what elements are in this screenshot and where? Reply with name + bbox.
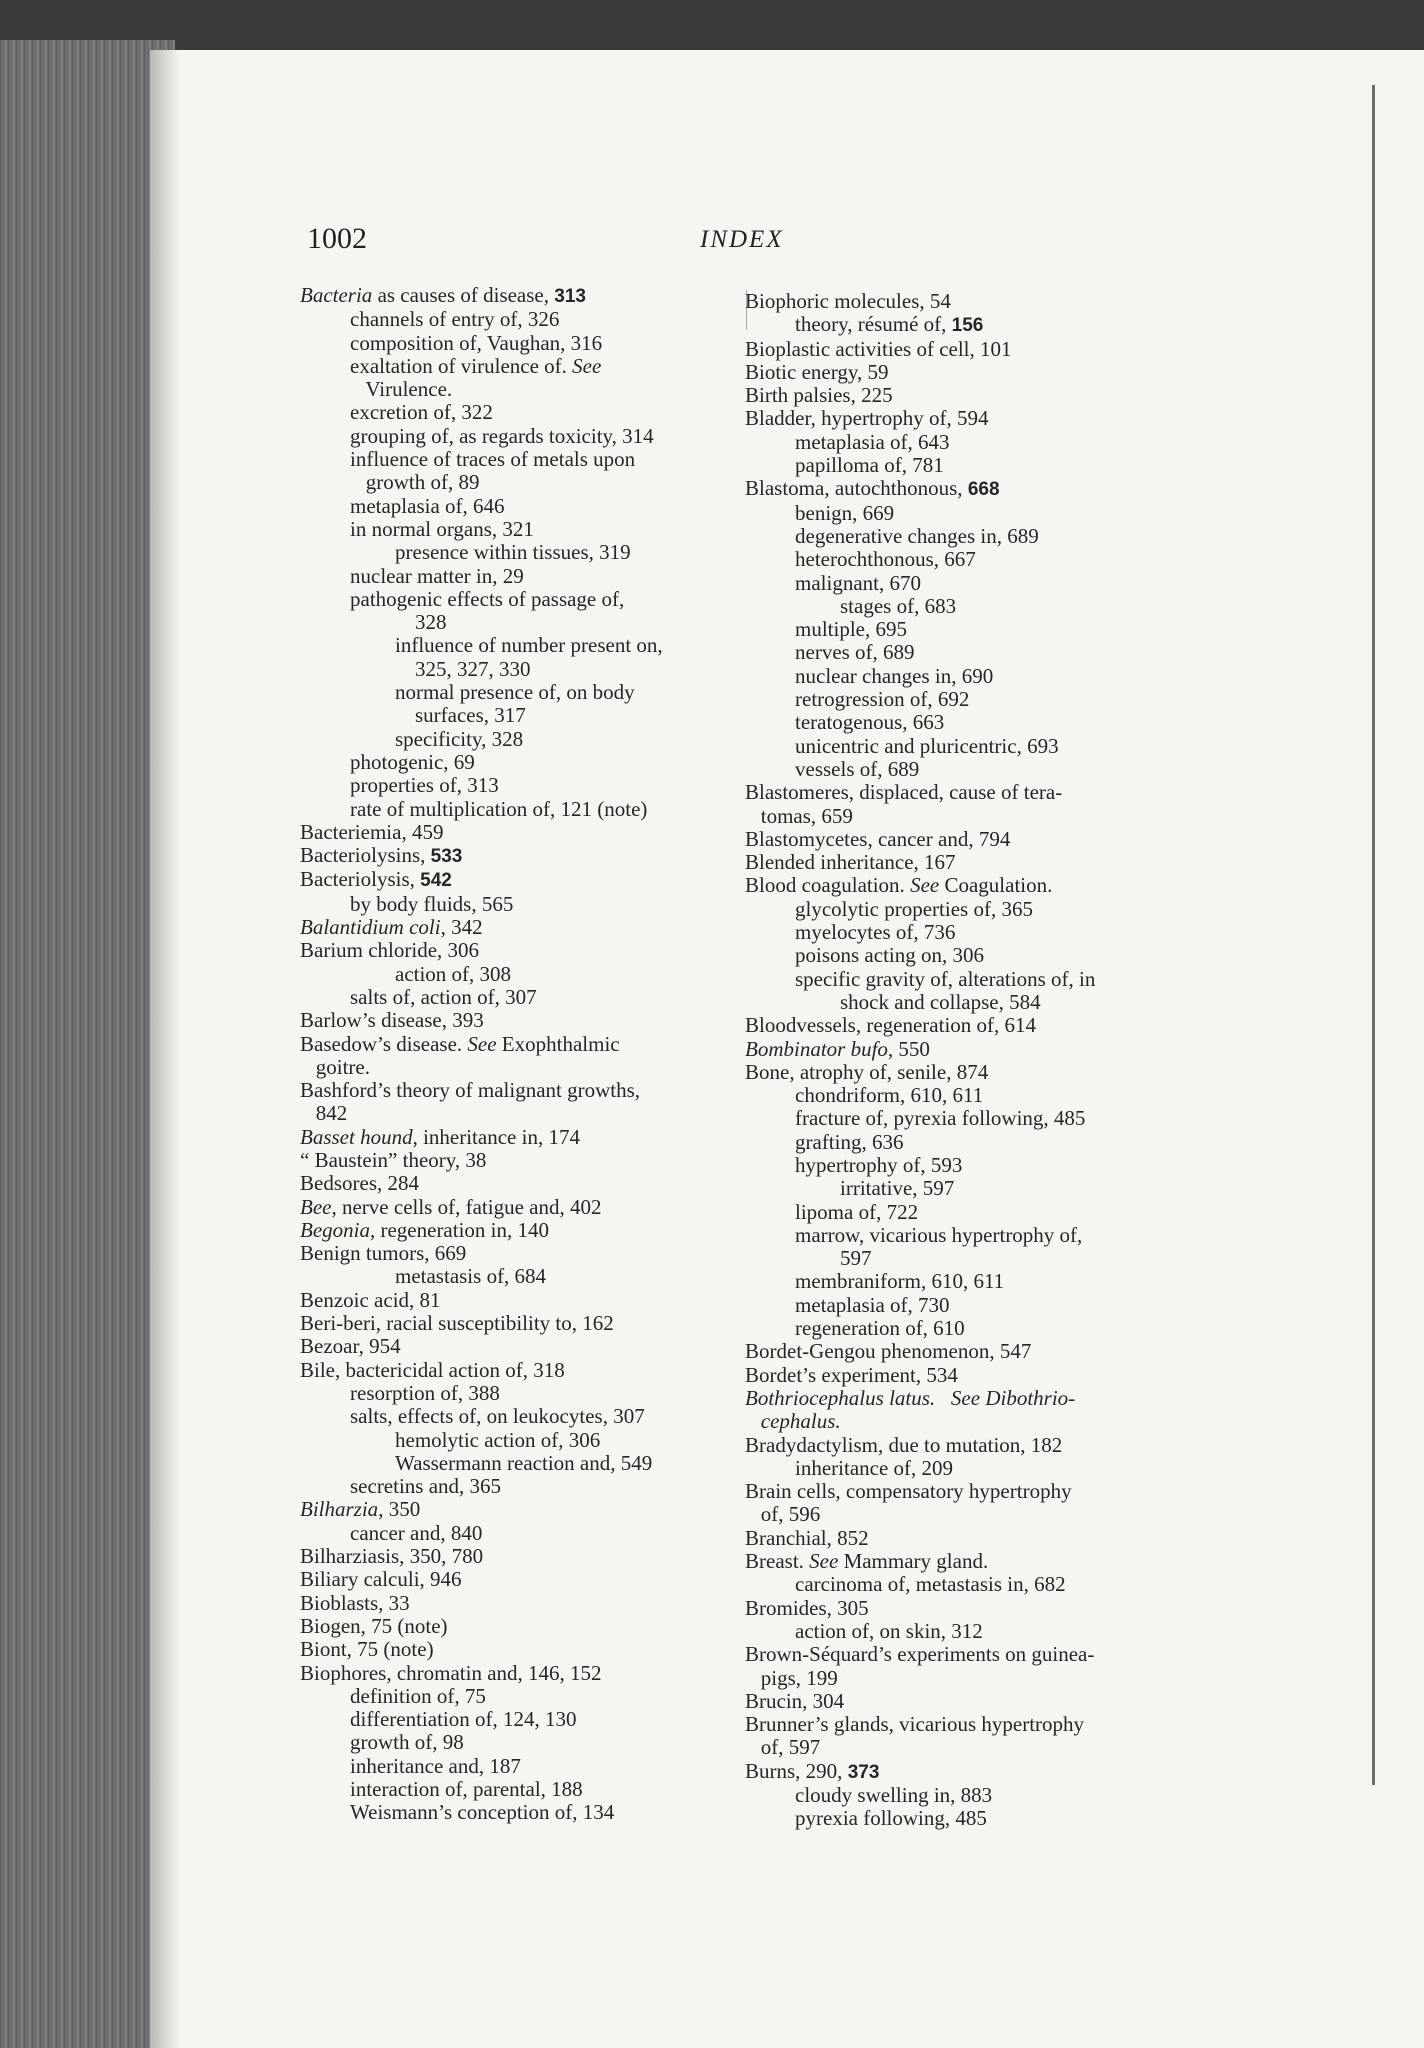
entry-text: definition of, 75 (350, 1683, 486, 1708)
entry-text: Bezoar, 954 (300, 1334, 401, 1359)
entry-text: Bile, bactericidal action of, 318 (300, 1357, 565, 1382)
entry-text: stages of, 683 (840, 593, 957, 618)
entry-text: Barium chloride, 306 (300, 938, 480, 963)
index-entry (745, 1736, 1185, 1759)
italic-term: See (572, 353, 602, 378)
index-entry (745, 828, 1185, 851)
index-entry (745, 1550, 1185, 1573)
entry-text: Exophthalmic (496, 1031, 620, 1056)
index-entry (300, 332, 745, 355)
italic-term: Bee (300, 1194, 332, 1219)
index-entry (745, 1294, 1185, 1317)
entry-text: nuclear changes in, 690 (795, 663, 994, 688)
bold-page-ref: 668 (967, 479, 1000, 501)
index-entry (745, 1457, 1185, 1480)
index-column-left (300, 284, 745, 1825)
entry-text: influence of number present on, (395, 633, 663, 658)
entry-text: retrogression of, 692 (795, 687, 970, 712)
entry-text: metaplasia of, 643 (795, 429, 950, 454)
index-entry (745, 1503, 1185, 1526)
entry-text (745, 1409, 761, 1433)
entry-text: chondriform, 610, 611 (795, 1083, 984, 1108)
entry-text: influence of traces of metals upon (350, 447, 636, 472)
entry-text: Blended inheritance, 167 (745, 850, 956, 875)
entry-text (935, 1386, 951, 1410)
entry-text: teratogenous, 663 (795, 710, 945, 735)
entry-text: differentiation of, 124, 130 (350, 1707, 577, 1732)
entry-text: Virulence. (350, 377, 453, 402)
entry-text: presence within tissues, 319 (395, 540, 631, 565)
index-entry (300, 1056, 745, 1079)
index-entry (300, 1638, 745, 1661)
index-entry (300, 611, 745, 634)
index-entry (745, 1667, 1185, 1690)
index-entry (745, 361, 1185, 384)
entry-text: Bordet’s experiment, 534 (745, 1362, 958, 1387)
entry-text: , 550 (887, 1036, 930, 1061)
entry-text: growth of, 98 (350, 1730, 464, 1755)
entry-text: Basedow’s disease. (300, 1031, 468, 1056)
entry-text: Bloodvessels, regeneration of, 614 (745, 1013, 1037, 1038)
index-entry (745, 735, 1185, 758)
entry-text: cancer and, 840 (350, 1520, 483, 1545)
entry-text: Barlow’s disease, 393 (300, 1008, 484, 1033)
index-entry (745, 805, 1185, 828)
index-entry (300, 541, 745, 564)
index-entry (745, 431, 1185, 454)
index-entry (745, 1224, 1185, 1247)
index-entry (745, 1084, 1185, 1107)
entry-text: Breast. (745, 1549, 810, 1574)
entry-text: action of, 308 (395, 961, 512, 986)
index-entry (745, 548, 1185, 571)
index-entry (300, 1452, 745, 1475)
entry-text: metastasis of, 684 (395, 1264, 547, 1289)
entry-text: by body fluids, 565 (350, 891, 514, 916)
index-entry (300, 284, 745, 308)
entry-text: Birth palsies, 225 (745, 383, 893, 408)
index-entry (300, 798, 745, 821)
entry-text: as causes of disease, (372, 283, 555, 307)
entry-text: Benzoic acid, 81 (300, 1287, 441, 1312)
bold-page-ref: 533 (430, 846, 463, 868)
index-entry (300, 1755, 745, 1778)
index-entry (300, 1219, 745, 1242)
index-entry (745, 1270, 1185, 1293)
index-entry (300, 378, 745, 401)
index-entry (745, 688, 1185, 711)
index-entry (745, 290, 1185, 313)
entry-text: growth of, 89 (350, 470, 480, 495)
index-entry (300, 1335, 745, 1358)
index-entry (745, 944, 1185, 967)
italic-term: Bacteria (300, 283, 373, 307)
index-entry (300, 704, 745, 727)
running-head: INDEX (700, 226, 784, 253)
index-entry (300, 1265, 745, 1288)
entry-text: inheritance and, 187 (350, 1753, 521, 1778)
entry-text: Brucin, 304 (745, 1688, 845, 1713)
index-entry (300, 963, 745, 986)
index-entry (300, 588, 745, 611)
entry-text: Biophores, chromatin and, 146, 152 (300, 1660, 602, 1685)
index-entry (745, 1317, 1185, 1340)
index-entry (300, 1522, 745, 1545)
entry-text: Bashford’s theory of malignant growths, (300, 1078, 641, 1103)
index-entry (745, 758, 1185, 781)
index-entry (300, 1731, 745, 1754)
entry-text: composition of, Vaughan, 316 (350, 330, 603, 355)
entry-text: Bacteriolysins, (300, 843, 431, 868)
index-entry (745, 1410, 1185, 1433)
entry-text: fracture of, pyrexia following, 485 (795, 1106, 1086, 1131)
index-entry (300, 634, 745, 657)
entry-text: 325, 327, 330 (415, 656, 531, 681)
index-entry (745, 338, 1185, 361)
entry-text: salts, effects of, on leukocytes, 307 (350, 1404, 645, 1429)
index-entry (745, 384, 1185, 407)
entry-text: theory, résumé of, (795, 312, 952, 337)
entry-text: marrow, vicarious hypertrophy of, (795, 1222, 1083, 1247)
entry-text: Benign tumors, 669 (300, 1241, 467, 1266)
entry-text: pigs, 199 (745, 1665, 838, 1690)
index-entry (300, 1102, 745, 1125)
italic-term: Basset hound (300, 1124, 413, 1149)
index-entry (300, 1196, 745, 1219)
entry-text: goitre. (300, 1054, 370, 1079)
entry-text: , inheritance in, 174 (412, 1124, 580, 1149)
entry-text: resorption of, 388 (350, 1380, 500, 1405)
entry-text: specificity, 328 (395, 726, 524, 751)
index-entry (300, 308, 745, 331)
entry-text: Bacteriolysis, (300, 867, 421, 892)
entry-text: Bilharziasis, 350, 780 (300, 1544, 484, 1569)
index-entry (745, 1807, 1185, 1830)
index-entry (745, 1154, 1185, 1177)
index-entry (745, 1107, 1185, 1130)
index-entry (300, 1801, 745, 1824)
index-entry (745, 711, 1185, 734)
entry-text: “ Baustein” theory, 38 (300, 1147, 487, 1172)
index-entry (300, 425, 745, 448)
index-entry (300, 1615, 745, 1638)
index-entry (745, 921, 1185, 944)
index-entry (745, 525, 1185, 548)
index-entry (300, 1149, 745, 1172)
italic-term: Begonia (300, 1217, 370, 1242)
index-entry (745, 1760, 1185, 1784)
index-entry (300, 1033, 745, 1056)
index-entry (745, 1784, 1185, 1807)
entry-text: metaplasia of, 646 (350, 493, 505, 518)
entry-text: pathogenic effects of passage of, (350, 586, 625, 611)
entry-text: Bioplastic activities of cell, 101 (745, 336, 1012, 361)
index-entry (745, 1131, 1185, 1154)
scan-background (0, 0, 1424, 55)
index-entry (745, 1177, 1185, 1200)
index-entry (300, 1498, 745, 1521)
index-column-right (745, 290, 1185, 1831)
entry-text: Bone, atrophy of, senile, 874 (745, 1059, 989, 1084)
index-entry (300, 821, 745, 844)
entry-text: , 342 (440, 915, 483, 940)
entry-text: myelocytes of, 736 (795, 920, 956, 945)
entry-text: Bordet-Gengou phenomenon, 547 (745, 1339, 1032, 1364)
entry-text: Mammary gland. (838, 1549, 989, 1574)
index-entry (300, 844, 745, 868)
entry-text: unicentric and pluricentric, 693 (795, 733, 1059, 758)
entry-text: Bacteriemia, 459 (300, 819, 444, 844)
index-entry (745, 1038, 1185, 1061)
index-entry (745, 665, 1185, 688)
entry-text: Bromides, 305 (745, 1595, 869, 1620)
entry-text: normal presence of, on body (395, 680, 635, 705)
index-entry (300, 1662, 745, 1685)
index-entry (745, 1527, 1185, 1550)
bold-page-ref: 373 (847, 1761, 880, 1783)
page-fold-line (1372, 85, 1375, 1785)
index-entry (300, 893, 745, 916)
index-entry (300, 1009, 745, 1032)
index-entry (300, 1289, 745, 1312)
index-entry (300, 1172, 745, 1195)
entry-text: tomas, 659 (745, 803, 853, 828)
entry-text: Blastomycetes, cancer and, 794 (745, 826, 1011, 851)
index-entry (300, 1685, 745, 1708)
entry-text: metaplasia of, 730 (795, 1292, 950, 1317)
entry-text: hemolytic action of, 306 (395, 1427, 601, 1452)
entry-text: exaltation of virulence of. (350, 353, 573, 378)
index-entry (300, 565, 745, 588)
index-entry (300, 868, 745, 892)
index-entry (300, 1242, 745, 1265)
entry-text: interaction of, parental, 188 (350, 1777, 583, 1801)
index-entry (745, 1434, 1185, 1457)
entry-text: Biotic energy, 59 (745, 359, 889, 384)
italic-term: See (467, 1031, 497, 1056)
entry-text: Brown-Séquard’s experiments on guinea- (745, 1642, 1095, 1667)
index-entry (300, 355, 745, 378)
index-entry (300, 1126, 745, 1149)
bold-page-ref: 156 (951, 315, 984, 337)
index-entry (745, 1620, 1185, 1643)
index-entry (300, 1708, 745, 1731)
entry-text: secretins and, 365 (350, 1474, 502, 1499)
bold-page-ref: 313 (554, 286, 586, 307)
entry-text: , regeneration in, 140 (369, 1217, 550, 1242)
index-entry (745, 898, 1185, 921)
index-entry (745, 477, 1185, 501)
entry-text: Brunner’s glands, vicarious hypertrophy (745, 1712, 1085, 1737)
index-entry (300, 1405, 745, 1428)
italic-term: Dibothrio- (985, 1385, 1076, 1410)
entry-text: Blastoma, autochthonous, (745, 476, 968, 501)
entry-text: shock and collapse, 584 (840, 989, 1041, 1014)
index-entry (300, 1545, 745, 1568)
index-entry (745, 968, 1185, 991)
italic-term: Bothriocephalus latus. (745, 1385, 936, 1410)
entry-text: channels of entry of, 326 (350, 307, 560, 332)
entry-text: Biont, 75 (note) (300, 1637, 434, 1662)
entry-text: heterochthonous, 667 (795, 547, 976, 572)
entry-text: of, 597 (745, 1735, 821, 1760)
entry-text: hypertrophy of, 593 (795, 1152, 963, 1177)
index-entry (745, 1387, 1185, 1410)
index-entry (745, 595, 1185, 618)
entry-text: Bradydactylism, due to mutation, 182 (745, 1432, 1063, 1457)
entry-text: degenerative changes in, 689 (795, 523, 1039, 548)
index-entry (745, 1690, 1185, 1713)
entry-text: Weismann’s conception of, 134 (350, 1800, 615, 1825)
index-entry (745, 1713, 1185, 1736)
italic-term: Balantidium coli (300, 915, 441, 940)
italic-term: See (910, 873, 940, 898)
index-entry (300, 986, 745, 1009)
entry-text: specific gravity of, alterations of, in (795, 966, 1096, 991)
page-number: 1002 (307, 222, 367, 255)
index-entry (745, 618, 1185, 641)
index-entry (300, 495, 745, 518)
entry-text: Coagulation. (939, 873, 1053, 898)
italic-term: cephalus. (760, 1409, 841, 1434)
index-entry (745, 454, 1185, 477)
index-entry (745, 781, 1185, 804)
index-entry (300, 1382, 745, 1405)
entry-text: Blastomeres, displaced, cause of tera- (745, 780, 1063, 805)
index-entry (745, 572, 1185, 595)
index-entry (300, 1312, 745, 1335)
index-entry (300, 1475, 745, 1498)
entry-text: Brain cells, compensatory hypertrophy (745, 1479, 1072, 1504)
entry-text: Bladder, hypertrophy of, 594 (745, 406, 989, 431)
entry-text: nuclear matter in, 29 (350, 563, 524, 588)
entry-text: in normal organs, 321 (350, 516, 534, 541)
entry-text: Bioblasts, 33 (300, 1590, 410, 1615)
entry-text: malignant, 670 (795, 570, 921, 595)
index-entry (745, 1643, 1185, 1666)
entry-text: carcinoma of, metastasis in, 682 (795, 1572, 1066, 1597)
index-entry (745, 1597, 1185, 1620)
index-entry (745, 1364, 1185, 1387)
index-entry (300, 518, 745, 541)
entry-text: poisons acting on, 306 (795, 943, 984, 968)
entry-text: multiple, 695 (795, 617, 907, 642)
entry-text: inheritance of, 209 (795, 1455, 954, 1480)
italic-term: See (809, 1549, 839, 1574)
entry-text: 328 (415, 610, 447, 635)
index-entry (745, 874, 1185, 897)
entry-text: surfaces, 317 (415, 703, 526, 728)
index-entry (300, 774, 745, 797)
entry-text: vessels of, 689 (795, 756, 920, 781)
index-entry (745, 991, 1185, 1014)
entry-text: Beri-beri, racial susceptibility to, 162 (300, 1311, 614, 1336)
index-entry (300, 658, 745, 681)
entry-text: grafting, 636 (795, 1129, 904, 1154)
index-entry (300, 471, 745, 494)
bold-page-ref: 542 (420, 870, 452, 892)
book-page-edges (0, 40, 175, 2048)
index-entry (745, 502, 1185, 525)
entry-text: grouping of, as regards toxicity, 314 (350, 423, 654, 448)
index-entry (300, 916, 745, 939)
entry-text: 842 (300, 1101, 348, 1126)
index-entry (300, 448, 745, 471)
italic-term: Bombinator bufo (745, 1036, 888, 1061)
gutter-shadow (150, 50, 180, 2048)
index-entry (300, 1778, 745, 1801)
entry-text: glycolytic properties of, 365 (795, 896, 1033, 921)
entry-text: Branchial, 852 (745, 1525, 869, 1550)
index-entry (300, 751, 745, 774)
entry-text: excretion of, 322 (350, 400, 493, 425)
index-entry (745, 1340, 1185, 1363)
entry-text: , 350 (378, 1497, 421, 1522)
entry-text: nerves of, 689 (795, 640, 915, 665)
entry-text: rate of multiplication of, 121 (note) (350, 796, 648, 821)
entry-text: Wassermann reaction and, 549 (395, 1450, 653, 1475)
index-entry (300, 728, 745, 751)
entry-text: papilloma of, 781 (795, 453, 944, 478)
index-entry (745, 313, 1185, 337)
entry-text: cloudy swelling in, 883 (795, 1783, 993, 1807)
index-entry (300, 1429, 745, 1452)
entry-text: action of, on skin, 312 (795, 1618, 983, 1643)
index-entry (745, 1201, 1185, 1224)
entry-text: 597 (840, 1246, 872, 1271)
index-entry (745, 1061, 1185, 1084)
index-entry (300, 939, 745, 962)
index-entry (745, 1014, 1185, 1037)
index-entry (300, 1568, 745, 1591)
index-entry (745, 407, 1185, 430)
index-entry (300, 1592, 745, 1615)
italic-term: Bilharzia (300, 1497, 379, 1522)
italic-term: See (950, 1385, 981, 1410)
entry-text: Biophoric molecules, 54 (745, 289, 951, 313)
entry-text: lipoma of, 722 (795, 1199, 919, 1224)
entry-text: , nerve cells of, fatigue and, 402 (331, 1194, 602, 1219)
index-entry (300, 401, 745, 424)
index-entry (300, 1359, 745, 1382)
entry-text: benign, 669 (795, 500, 895, 525)
entry-text: photogenic, 69 (350, 749, 475, 774)
entry-text: salts of, action of, 307 (350, 984, 537, 1009)
entry-text: of, 596 (745, 1502, 821, 1527)
index-entry (745, 641, 1185, 664)
entry-text: irritative, 597 (840, 1176, 955, 1201)
index-entry (745, 1480, 1185, 1503)
entry-text: Blood coagulation. (745, 873, 911, 898)
entry-text: Biogen, 75 (note) (300, 1613, 448, 1638)
entry-text: Biliary calculi, 946 (300, 1567, 462, 1592)
index-entry (745, 1247, 1185, 1270)
entry-text: Bedsores, 284 (300, 1171, 419, 1196)
entry-text: membraniform, 610, 611 (795, 1269, 1005, 1294)
index-entry (300, 1079, 745, 1102)
entry-text: properties of, 313 (350, 773, 499, 798)
entry-text: pyrexia following, 485 (795, 1806, 987, 1831)
index-entry (745, 1573, 1185, 1596)
entry-text: Burns, 290, (745, 1758, 848, 1783)
index-entry (300, 681, 745, 704)
entry-text: regeneration of, 610 (795, 1316, 965, 1341)
index-entry (745, 851, 1185, 874)
